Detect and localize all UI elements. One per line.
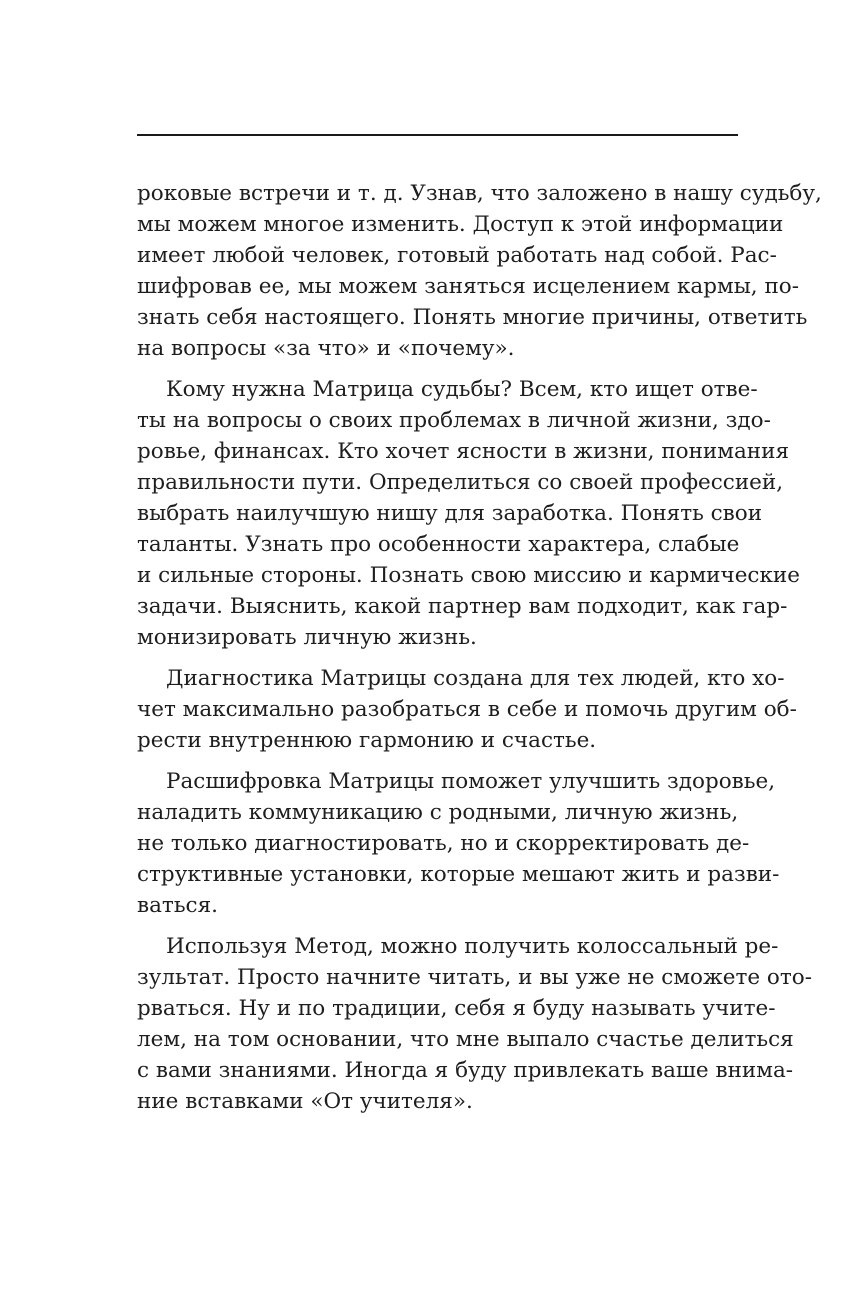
text-line: чет максимально разобраться в себе и помочь другим об- — [137, 697, 797, 722]
text-line: правильности пути. Определиться со своей профессией, — [137, 470, 784, 495]
text-line: роковые встречи и т. д. Узнав, что заложено в нашу судьбу, — [137, 181, 822, 206]
text-line: ты на вопросы о своих проблемах в личной жизни, здо- — [137, 408, 771, 433]
text-line: и сильные стороны. Познать свою миссию и кармические — [137, 563, 800, 588]
text-line: на вопросы «за что» и «почему». — [137, 336, 515, 361]
paragraph — [137, 178, 822, 364]
text-line: Кому нужна Матрица судьбы? Всем, кто ищет отве- — [166, 377, 758, 402]
paragraph — [137, 374, 800, 653]
text-line: шифровав ее, мы можем заняться исцелением кармы, по- — [137, 274, 800, 299]
text-line: Диагностика Матрицы создана для тех людей, кто хо- — [166, 666, 785, 691]
text-line: рести внутреннюю гармонию и счастье. — [137, 728, 597, 753]
text-line: Используя Метод, можно получить колоссальный ре- — [166, 934, 779, 959]
paragraph — [137, 663, 797, 756]
text-line: Расшифровка Матрицы поможет улучшить здоровье, — [166, 769, 776, 794]
paragraph — [137, 931, 812, 1117]
text-line: имеет любой человек, готовый работать над собой. Рас- — [137, 243, 777, 268]
text-line: с вами знаниями. Иногда я буду привлекать ваше внима- — [137, 1058, 794, 1083]
header-rule — [137, 134, 738, 136]
text-line: мы можем многое изменить. Доступ к этой информации — [137, 212, 784, 237]
text-line: таланты. Узнать про особенности характера, слабые — [137, 532, 740, 557]
page-body — [137, 178, 822, 1127]
text-line: ровье, финансах. Кто хочет ясности в жизни, понимания — [137, 439, 790, 464]
text-line: зультат. Просто начните читать, и вы уже не сможете ото- — [137, 965, 812, 990]
text-line: структивные установки, которые мешают жить и разви- — [137, 862, 780, 887]
text-line: знать себя настоящего. Понять многие причины, ответить — [137, 305, 808, 330]
text-line: монизировать личную жизнь. — [137, 625, 477, 650]
text-line: ние вставками «От учителя». — [137, 1089, 473, 1114]
text-line: рваться. Ну и по традиции, себя я буду называть учите- — [137, 996, 776, 1021]
text-line: наладить коммуникацию с родными, личную жизнь, — [137, 800, 739, 825]
text-line: лем, на том основании, что мне выпало счастье делиться — [137, 1027, 794, 1052]
paragraph — [137, 766, 780, 921]
text-line: ваться. — [137, 893, 218, 918]
text-line: задачи. Выяснить, какой партнер вам подходит, как гар- — [137, 594, 788, 619]
text-line: не только диагностировать, но и скорректировать де- — [137, 831, 750, 856]
text-line: выбрать наилучшую нишу для заработка. Понять свои — [137, 501, 763, 526]
